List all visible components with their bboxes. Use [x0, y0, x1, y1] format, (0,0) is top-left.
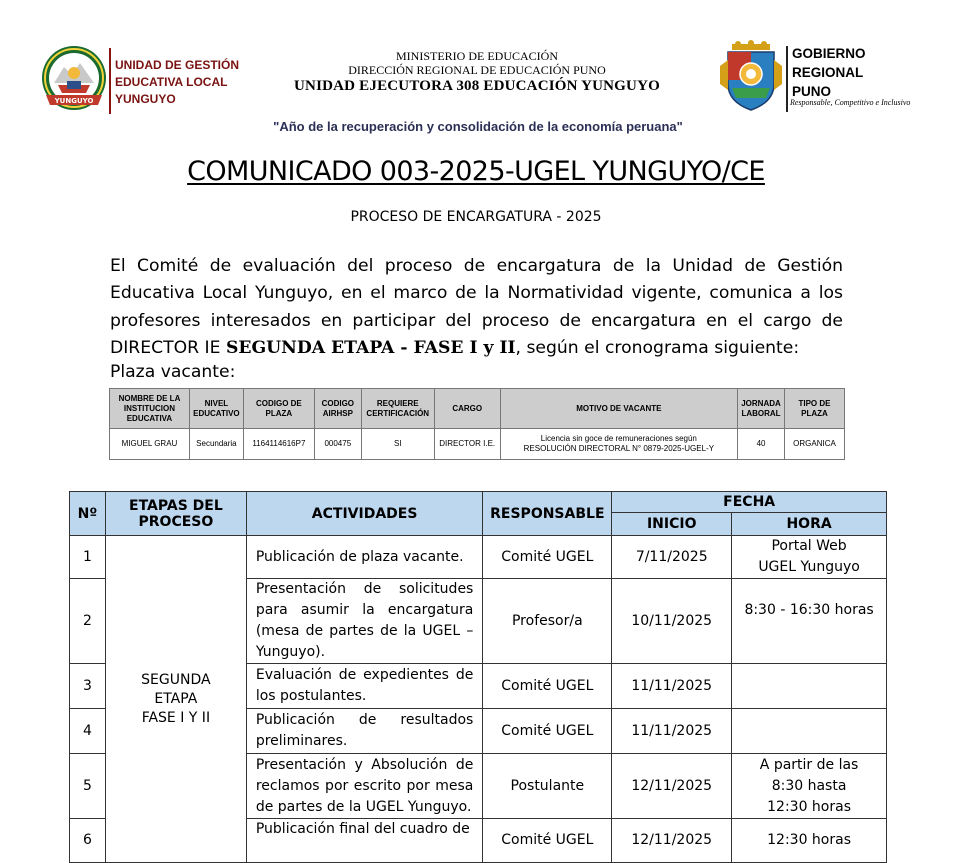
cell-hora: 8:30 - 16:30 horas	[732, 579, 887, 664]
col-header-fecha: FECHA	[612, 492, 887, 513]
cell-cargo: DIRECTOR I.E.	[434, 429, 500, 460]
cell-num: 3	[70, 664, 106, 709]
body-text-lead: El Comité de evaluación del proceso de encargatura de la Unidad de Gestión Educativa Local Yunguyo, en el marco de la Normatividad vigente, comunica a los profesores interesados en participar del proceso de encargatura en el cargo de DIRECTOR IE	[110, 256, 843, 358]
cell-actividad: Presentación de solicitudes para asumir la encargatura (mesa de partes de la UGEL – Yunguyo).	[246, 579, 483, 664]
table-row	[110, 429, 845, 460]
gore-slogan: Responsable, Competitivo e Inclusivo	[790, 98, 911, 107]
col-header-etapas: ETAPAS DEL PROCESO	[105, 492, 246, 536]
cell-nivel: Secundaria	[189, 429, 243, 460]
cell-num: 2	[70, 579, 106, 664]
cell-hora: 12:30 horas	[732, 819, 887, 863]
page-subtitle: PROCESO DE ENCARGATURA - 2025	[350, 209, 602, 225]
gore-header-divider	[786, 46, 788, 112]
col-header-actividades: ACTIVIDADES	[246, 492, 483, 536]
ministry-header	[262, 49, 692, 96]
cell-motivo	[500, 429, 737, 460]
stage-cell: SEGUNDA ETAPA FASE I Y II	[105, 536, 246, 863]
cell-actividad: Evaluación de expedientes de los postulantes.	[246, 664, 483, 709]
cell-codigo-plaza: 1164114616P7	[243, 429, 314, 460]
cell-responsable: Postulante	[483, 754, 612, 819]
cell-jornada: 40	[738, 429, 785, 460]
cell-num: 6	[70, 819, 106, 863]
cell-num: 1	[70, 536, 106, 579]
cell-actividad: Publicación de resultados preliminares.	[246, 709, 483, 754]
cell-institucion: MIGUEL GRAU	[110, 429, 190, 460]
vacancy-table	[109, 388, 845, 460]
vacancy-table-header	[110, 389, 845, 429]
cell-num: 5	[70, 754, 106, 819]
cell-inicio: 10/11/2025	[612, 579, 732, 664]
col-header: MOTIVO DE VACANTE	[500, 389, 737, 429]
cell-actividad: Publicación de plaza vacante.	[246, 536, 483, 579]
schedule-header-row	[70, 492, 887, 513]
ministry-line-1: MINISTERIO DE EDUCACIÓN	[396, 49, 558, 63]
cell-inicio: 7/11/2025	[612, 536, 732, 579]
table-row	[70, 536, 887, 579]
motivo-line-2: RESOLUCIÓN DIRECTORAL N° 0879-2025-UGEL-Y	[523, 444, 715, 453]
body-text-tail: , según el cronograma siguiente:	[515, 337, 800, 358]
col-header-responsable: RESPONSABLE	[483, 492, 612, 536]
col-header: REQUIERE CERTIFICACIÓN	[361, 389, 434, 429]
col-header: JORNADA LABORAL	[738, 389, 785, 429]
cell-responsable: Comité UGEL	[483, 709, 612, 754]
cell-tipo: ORGANICA	[785, 429, 845, 460]
cell-codigo-airhsp: 000475	[314, 429, 361, 460]
ugel-yunguyo-logo	[40, 45, 108, 113]
col-header: CARGO	[434, 389, 500, 429]
col-header: CODIGO DE PLAZA	[243, 389, 314, 429]
ministry-line-2: DIRECCIÓN REGIONAL DE EDUCACIÓN PUNO	[348, 63, 606, 77]
plaza-vacante-label: Plaza vacante:	[110, 362, 236, 382]
cell-inicio: 12/11/2025	[612, 819, 732, 863]
cell-inicio: 11/11/2025	[612, 709, 732, 754]
cell-responsable: Comité UGEL	[483, 664, 612, 709]
gobierno-regional-puno-crest	[718, 40, 784, 112]
ugel-header-divider	[109, 48, 111, 114]
col-header: CODIGO AIRHSP	[314, 389, 361, 429]
gobierno-regional-name: GOBIERNO REGIONAL PUNO	[792, 46, 866, 99]
svg-text:YUNGUYO: YUNGUYO	[54, 97, 94, 105]
cell-responsable: Comité UGEL	[483, 536, 612, 579]
motivo-line-1: Licencia sin goce de remuneraciones según	[540, 434, 697, 443]
body-text-emphasis: SEGUNDA ETAPA - FASE I y II	[225, 337, 516, 358]
cell-responsable: Comité UGEL	[483, 819, 612, 863]
ugel-name: UNIDAD DE GESTIÓN EDUCATIVA LOCAL YUNGUYO	[115, 58, 240, 106]
page-title: COMUNICADO 003-2025-UGEL YUNGUYO/CE	[187, 156, 765, 187]
cell-actividad: Publicación final del cuadro de	[246, 819, 483, 863]
year-motto: "Año de la recuperación y consolidación de la economía peruana"	[273, 119, 683, 134]
cell-actividad: Presentación y Absolución de reclamos por escrito por mesa de partes de la UGEL Yunguyo.	[246, 754, 483, 819]
cell-hora	[732, 664, 887, 709]
cell-hora	[732, 709, 887, 754]
cell-inicio: 12/11/2025	[612, 754, 732, 819]
col-header: NIVEL EDUCATIVO	[189, 389, 243, 429]
cell-hora: Portal Web UGEL Yunguyo	[732, 536, 887, 579]
cell-certificacion: SI	[361, 429, 434, 460]
cell-responsable: Profesor/a	[483, 579, 612, 664]
col-header: TIPO DE PLAZA	[785, 389, 845, 429]
cell-hora: A partir de las 8:30 hasta 12:30 horas	[732, 754, 887, 819]
communique-body	[110, 253, 843, 362]
cell-inicio: 11/11/2025	[612, 664, 732, 709]
col-header-inicio: INICIO	[612, 513, 732, 536]
cell-num: 4	[70, 709, 106, 754]
schedule-table	[69, 491, 887, 863]
ministry-line-3: UNIDAD EJECUTORA 308 EDUCACIÓN YUNGUYO	[294, 78, 660, 94]
col-header-num: Nº	[70, 492, 106, 536]
col-header-hora: HORA	[732, 513, 887, 536]
col-header: NOMBRE DE LA INSTITUCION EDUCATIVA	[110, 389, 190, 429]
